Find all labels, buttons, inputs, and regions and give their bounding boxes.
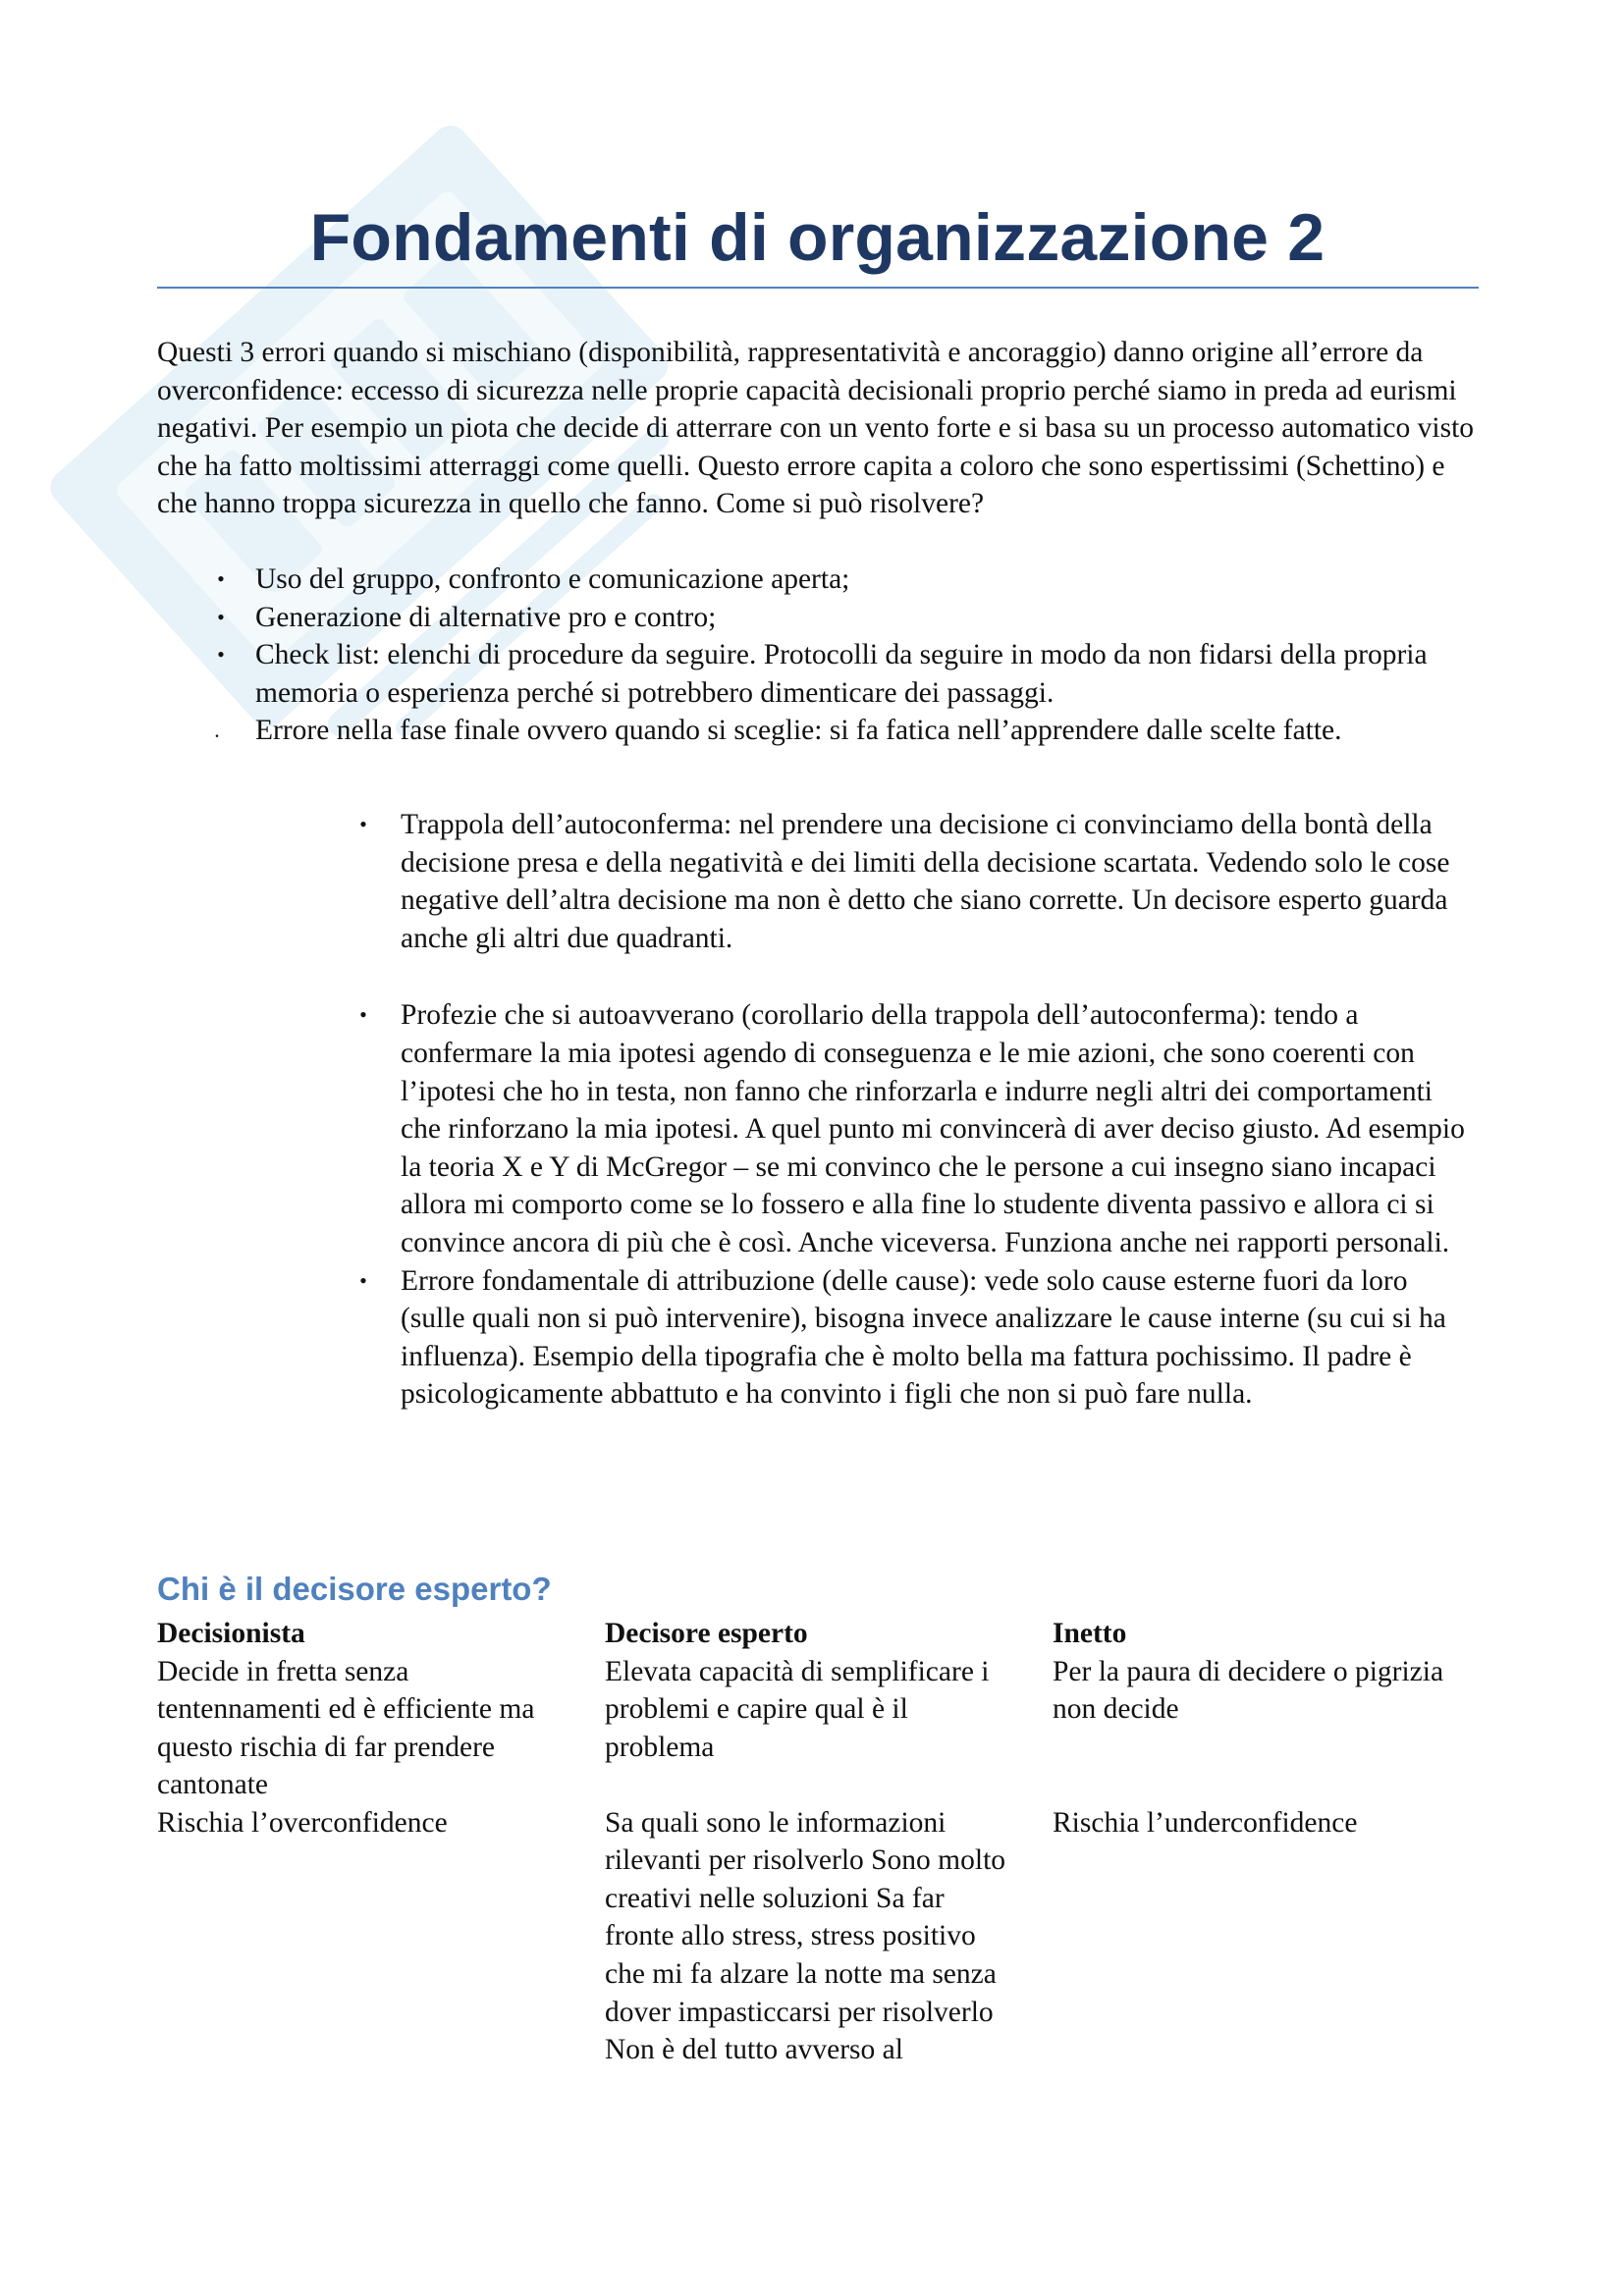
list-item-text: Generazione di alternative pro e contro; [255, 601, 717, 633]
list-item [157, 996, 1479, 1261]
list-item-text: Uso del gruppo, confronto e comunicazione aperta; [255, 563, 850, 595]
table-cell: Sa quali sono le informazioni rilevanti per risolverlo Sono molto creativi nelle soluzioni Sa far fronte allo stress, stress positivo che mi fa alzare la notte ma senza dover impasticcarsi per risolverlo Non è del tutto avverso al [605, 1806, 1006, 2066]
bullet-icon: • [217, 642, 225, 667]
list-item-text: Trappola dell’autoconferma: nel prendere una decisione ci convinciamo della bontà della decisione presa e della negatività e dei limiti della decisione scartata. Vedendo solo le cose negative dell’altra decisione ma non è detto che siano corrette. Un decisore esperto guarda anche gli altri due quadranti. [401, 809, 1450, 954]
bullet-icon: • [359, 1002, 367, 1028]
list-item [157, 599, 1479, 637]
list-item-text: Errore fondamentale di attribuzione (delle cause): vede solo cause esterne fuori da loro (sulle quali non si può intervenire), bisogna invece analizzare le cause interne (su cui si ha influenza). Esempio della tipografia che è molto bella ma fattura pochissimo. Il padre è psicologicamente abbattuto e ha convinto i figli che non si può fare nulla. [401, 1264, 1446, 1411]
solutions-list [157, 561, 1479, 750]
bullet-icon: • [217, 604, 225, 629]
list-item-text: Errore nella fase finale ovvero quando si sceglie: si fa fatica nell’apprendere dalle scelte fatte. [255, 715, 1342, 747]
table-column-inetto [1053, 1615, 1465, 1842]
table-cell: Decide in fretta senza tentennamenti ed è efficiente ma questo rischia di far prendere cantonate [157, 1655, 535, 1801]
column-header: Inetto [1053, 1618, 1127, 1649]
bullet-icon: • [359, 1267, 367, 1293]
list-item [157, 636, 1479, 712]
list-item [157, 806, 1479, 957]
bullet-icon: • [217, 566, 225, 591]
title-underline [157, 287, 1479, 289]
list-item-text: Check list: elenchi di procedure da seguire. Protocolli da seguire in modo da non fidarsi della propria memoria o esperienza perché si potrebbero dimenticare dei passaggi. [255, 639, 1428, 709]
column-header: Decisore esperto [605, 1618, 808, 1649]
table-cell: Per la paura di decidere o pigrizia non decide [1053, 1655, 1444, 1726]
final-phase-errors-list [157, 806, 1479, 1414]
intro-paragraph: Questi 3 errori quando si mischiano (disponibilità, rappresentatività e ancoraggio) danno origine all’errore da overconfidence: eccesso di sicurezza nelle proprie capacità decisionali proprio perché siamo in preda ad eurismi negativi. Per esempio un piota che decide di atterrare con un vento forte e si basa su un processo automatico visto che ha fatto moltissimi atterraggi come quelli. Questo errore capita a coloro che sono espertissimi (Schettino) e che hanno troppa sicurezza in quello che fanno. Come si può risolvere? [157, 337, 1475, 520]
table-column-decisionista [157, 1615, 569, 1842]
list-item [157, 712, 1479, 750]
list-marker: . [214, 718, 220, 743]
table-column-decisore-esperto [605, 1615, 1017, 2069]
list-item-text: Profezie che si autoavverano (corollario della trappola dell’autoconferma): tendo a confermare la mia ipotesi agendo di conseguenza e le mie azioni, che sono coerenti con l’ipotesi che ho in testa, non fanno che rinforzarla e indurre negli altri dei comportamenti che rinforzano la mia ipotesi. A quel punto mi convincerà di aver deciso giusto. Ad esempio la teoria X e Y di McGregor – se mi convinco che le persone a cui insegno siano incapaci allora mi comporto come se lo fossero e alla fine lo studente diventa passivo e allora ci si convince ancora di più che è così. Anche viceversa. Funziona anche nei rapporti personali. [401, 999, 1465, 1258]
table-cell: Rischia l’overconfidence [157, 1806, 448, 1839]
table-cell: Rischia l’underconfidence [1053, 1806, 1358, 1839]
section-heading: Chi è il decisore esperto? [157, 1571, 552, 1607]
list-item [157, 561, 1479, 599]
column-header: Decisionista [157, 1618, 305, 1649]
page-title: Fondamenti di organizzazione 2 [309, 200, 1325, 275]
bullet-icon: • [359, 812, 367, 836]
list-item [157, 1262, 1479, 1414]
table-cell: Elevata capacità di semplificare i problemi e capire qual è il problema [605, 1655, 990, 1763]
